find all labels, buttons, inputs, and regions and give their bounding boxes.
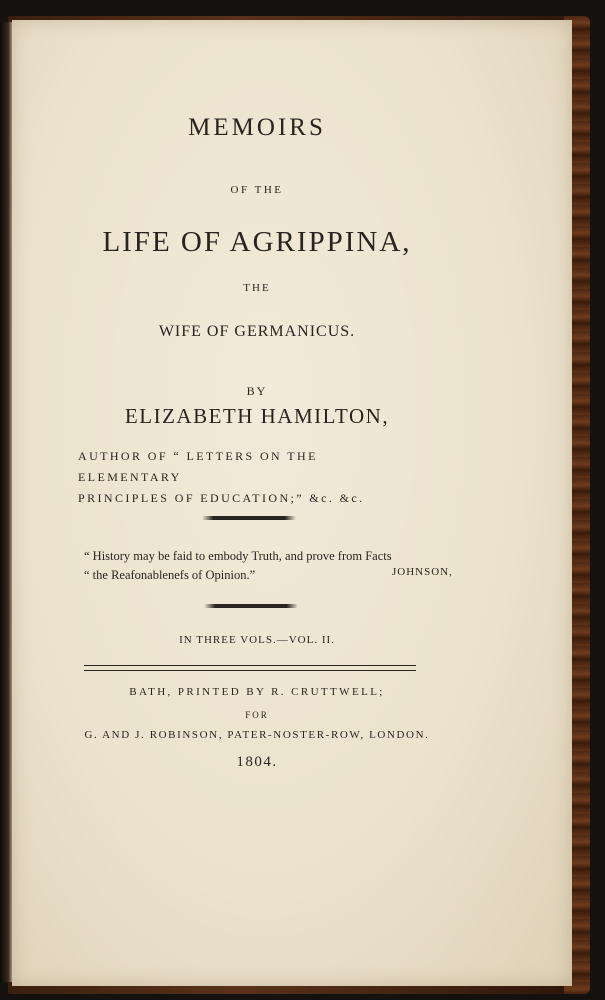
subtitle: WIFE OF GERMANICUS.	[158, 323, 356, 340]
the-label: THE	[243, 282, 271, 294]
by-label: BY	[246, 384, 268, 398]
imprint-line-2: FOR	[245, 710, 269, 720]
double-rule	[84, 665, 416, 671]
author-credit-line-1: AUTHOR OF “ LETTERS ON THE ELEMENTARY	[78, 449, 318, 484]
author-name: ELIZABETH HAMILTON,	[124, 404, 390, 428]
epigraph-line-2: “ the Reafonablenefs of Opinion.”	[84, 568, 256, 582]
of-the-label: OF THE	[230, 184, 284, 196]
publication-year: 1804.	[236, 754, 278, 770]
heading-memoirs: MEMOIRS	[188, 114, 326, 141]
main-title: LIFE OF AGRIPPINA,	[102, 226, 412, 258]
epigraph-line-1: “ History may be faid to embody Truth, and prove from Facts	[84, 549, 392, 563]
epigraph-attribution: JOHNSON,	[392, 566, 453, 578]
author-credit	[78, 446, 418, 509]
imprint-line-1: BATH, PRINTED BY R. CRUTTWELL;	[129, 686, 385, 698]
imprint-line-3: G. AND J. ROBINSON, PATER-NOSTER-ROW, LONDON.	[84, 729, 430, 741]
volume-label: IN THREE VOLS.—VOL. II.	[179, 634, 335, 646]
ornament-rule	[204, 604, 298, 608]
author-credit-line-2: PRINCIPLES OF EDUCATION;” &c. &c.	[78, 491, 365, 505]
ornament-rule	[202, 516, 296, 520]
title-page	[12, 20, 572, 986]
